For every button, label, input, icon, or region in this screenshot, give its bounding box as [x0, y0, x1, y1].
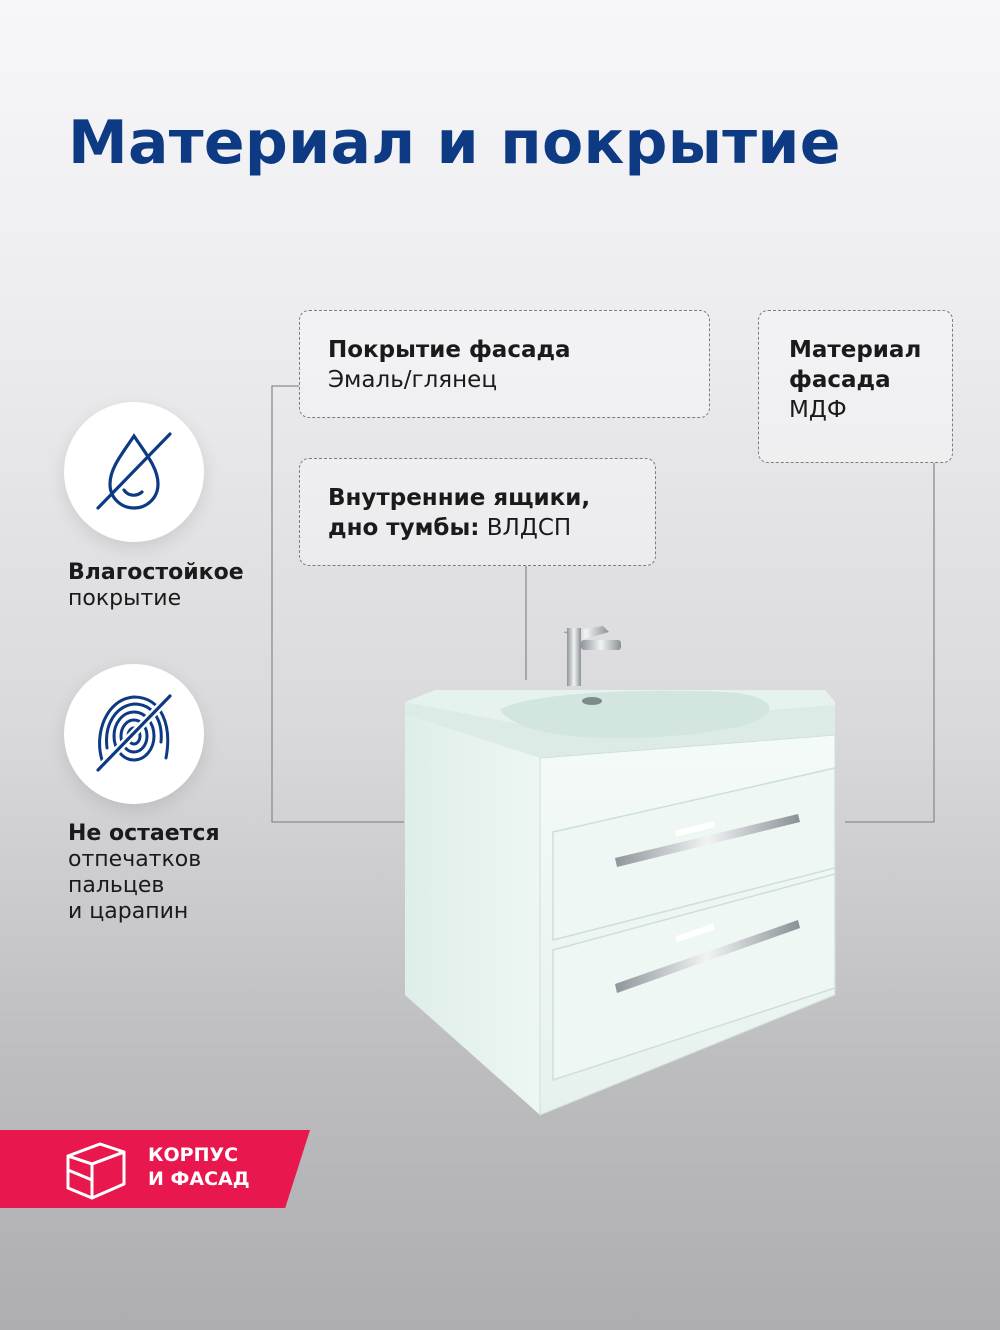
- feature-text: отпечатков: [68, 847, 202, 872]
- callout-label: Покрытие фасада: [328, 337, 571, 363]
- feature-title: Не остается: [68, 821, 220, 846]
- callout-facade-material: [758, 310, 953, 463]
- vanity-cabinet-image: [395, 610, 845, 1130]
- banner-line-1: КОРПУС: [148, 1144, 239, 1166]
- feature-no-fingerprints: [68, 821, 220, 925]
- feature-icon-circle: [64, 664, 204, 804]
- banner-line-2: И ФАСАД: [148, 1168, 250, 1190]
- callout-value: ВЛДСП: [486, 515, 572, 541]
- callout-label: Материал фасада: [789, 337, 922, 393]
- callout-inner-drawers: [299, 458, 656, 566]
- feature-text: покрытие: [68, 586, 182, 611]
- banner-label: [148, 1143, 250, 1191]
- callout-facade-coating: [299, 310, 710, 418]
- feature-icon-circle: [64, 402, 204, 542]
- callout-label: Внутренние ящики, дно тумбы:: [328, 485, 591, 541]
- box-icon: [62, 1136, 128, 1202]
- no-fingerprint-icon: [64, 664, 204, 804]
- feature-title: Влагостойкое: [68, 560, 244, 585]
- feature-text: пальцев: [68, 873, 165, 898]
- page-title: Материал и покрытие: [68, 108, 841, 178]
- no-water-drop-icon: [64, 402, 204, 542]
- callout-value: Эмаль/глянец: [328, 367, 497, 393]
- feature-text: и царапин: [68, 899, 189, 924]
- callout-value: МДФ: [789, 397, 847, 423]
- feature-moisture-resistant: [68, 560, 244, 612]
